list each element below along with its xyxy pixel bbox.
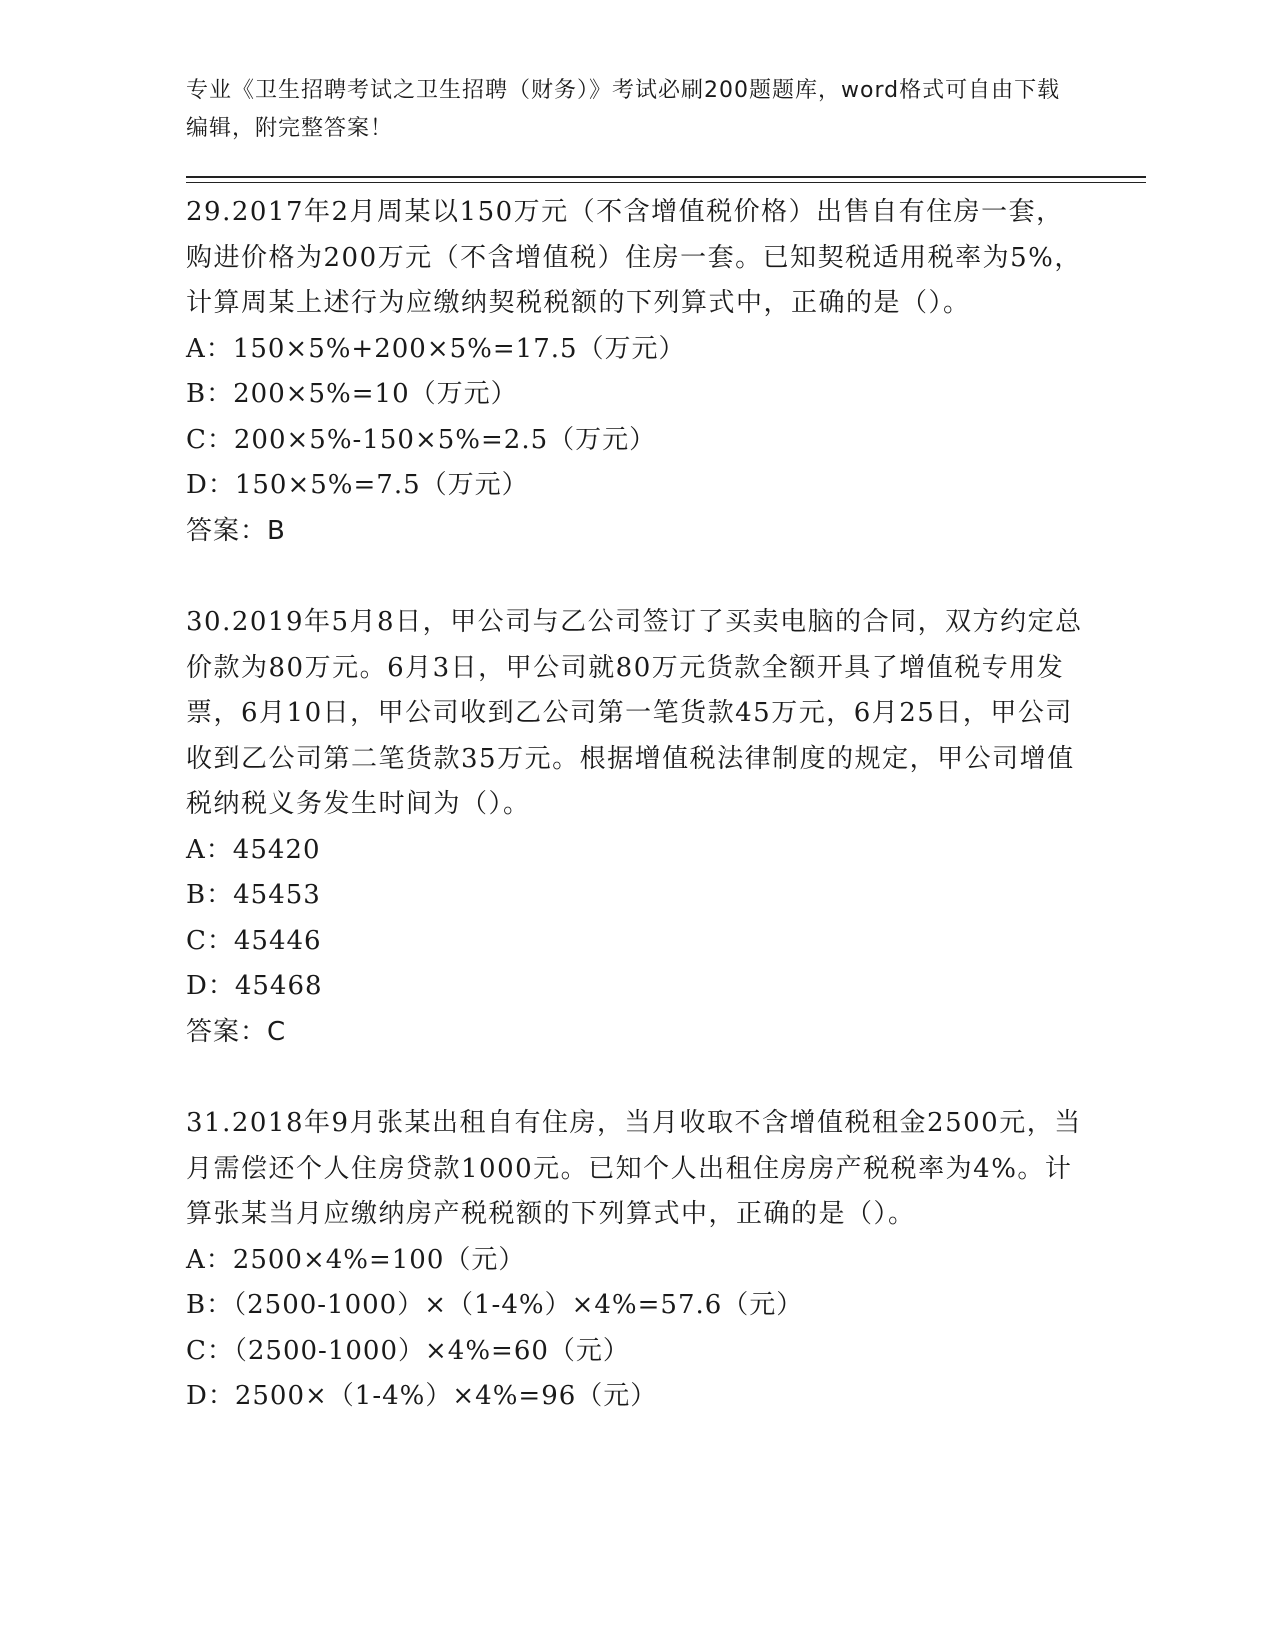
option-a: A：45420 bbox=[186, 834, 321, 865]
option-c: C：45446 bbox=[186, 925, 322, 956]
question-31 bbox=[186, 1101, 1086, 1420]
header-rule-thin bbox=[186, 182, 1146, 183]
question-text: 30.2019年5月8日，甲公司与乙公司签订了买卖电脑的合同，双方约定总价款为80万元。6月3日，甲公司就80万元货款全额开具了增值税专用发票，6月10日，甲公司收到乙公司第一笔货款45万元，6月25日，甲公司收到乙公司第二笔货款35万元。根据增值税法律制度的规定，甲公司增值税纳税义务发生时间为（）。 bbox=[186, 607, 1083, 819]
question-29 bbox=[186, 190, 1086, 554]
question-30 bbox=[186, 600, 1086, 1055]
question-list bbox=[186, 190, 1086, 1466]
option-b: B：200×5%=10（万元） bbox=[186, 379, 518, 409]
option-a: A：2500×4%=100（元） bbox=[186, 1244, 526, 1275]
header-rule-thick bbox=[186, 176, 1146, 178]
answer: 答案：B bbox=[186, 515, 286, 546]
document-header: 专业《卫生招聘考试之卫生招聘（财务）》考试必刷200题题库，word格式可自由下载编辑，附完整答案！ bbox=[186, 78, 1061, 141]
option-c: C：（2500-1000）×4%=60（元） bbox=[186, 1335, 630, 1366]
option-c: C：200×5%-150×5%=2.5（万元） bbox=[186, 424, 657, 455]
question-text: 29.2017年2月周某以150万元（不含增值税价格）出售自有住房一套，购进价格为200万元（不含增值税）住房一套。已知契税适用税率为5%，计算周某上述行为应缴纳契税税额的下列算式中，正确的是（）。 bbox=[186, 197, 1082, 318]
option-d: D：45468 bbox=[186, 971, 323, 1001]
option-d: D：150×5%=7.5（万元） bbox=[186, 470, 529, 500]
option-b: B：（2500-1000）×（1-4%）×4%=57.6（元） bbox=[186, 1290, 804, 1320]
option-b: B：45453 bbox=[186, 880, 321, 910]
answer: 答案：C bbox=[186, 1016, 287, 1047]
option-a: A：150×5%+200×5%=17.5（万元） bbox=[186, 333, 686, 364]
option-d: D：2500×（1-4%）×4%=96（元） bbox=[186, 1381, 658, 1411]
question-text: 31.2018年9月张某出租自有住房，当月收取不含增值税租金2500元，当月需偿还个人住房贷款1000元。已知个人出租住房房产税税率为4%。计算张某当月应缴纳房产税税额的下列算式中，正确的是（）。 bbox=[186, 1108, 1082, 1229]
